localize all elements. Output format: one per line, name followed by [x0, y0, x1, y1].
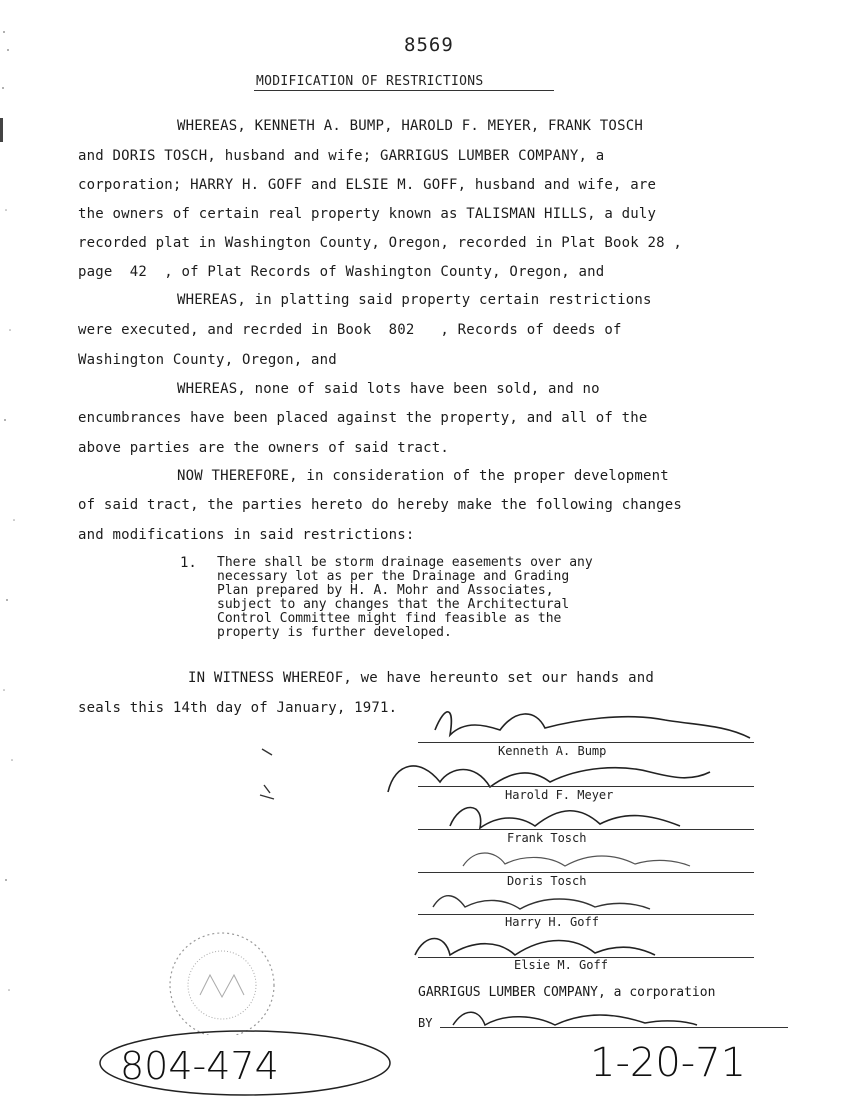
- document-title: MODIFICATION OF RESTRICTIONS: [256, 74, 484, 89]
- item-line: There shall be storm drainage easements over any: [217, 555, 593, 570]
- witness-line: seals this 14th day of January, 1971.: [78, 700, 398, 716]
- signatory-name: Doris Tosch: [507, 874, 587, 888]
- signature-line: [440, 1027, 788, 1028]
- body-line: WHEREAS, in platting said property certain restrictions: [177, 292, 652, 308]
- notary-seal: [140, 925, 305, 1035]
- title-underline: [254, 90, 554, 91]
- signature-line: [418, 829, 754, 830]
- scan-noise: [0, 0, 40, 1100]
- item-line: necessary lot as per the Drainage and Grading: [217, 569, 570, 584]
- body-line: above parties are the owners of said tract.: [78, 440, 450, 456]
- body-line: the owners of certain real property known as TALISMAN HILLS, a duly: [78, 206, 657, 222]
- signatory-name: Harold F. Meyer: [505, 788, 614, 802]
- recording-number: 804-474: [120, 1044, 279, 1088]
- item-line: subject to any changes that the Architectural: [217, 597, 570, 612]
- signatory-name: Kenneth A. Bump: [498, 744, 607, 758]
- margin-mark: [250, 745, 280, 805]
- signature-garrigus: [445, 1003, 705, 1033]
- recording-date: 1-20-71: [590, 1040, 747, 1086]
- body-line: page 42 , of Plat Records of Washington County, Oregon, and: [78, 264, 605, 280]
- signature-line: [418, 742, 754, 743]
- signature-line: [418, 872, 754, 873]
- body-line: NOW THEREFORE, in consideration of the proper development: [177, 468, 669, 484]
- corporation-line: GARRIGUS LUMBER COMPANY, a corporation: [418, 985, 716, 1000]
- body-line: recorded plat in Washington County, Oregon, recorded in Plat Book 28 ,: [78, 235, 683, 251]
- item-line: property is further developed.: [217, 625, 452, 640]
- signature-doris-tosch: [455, 840, 695, 876]
- signature-line: [418, 786, 754, 787]
- document-number: 8569: [404, 34, 454, 56]
- item-line: Plan prepared by H. A. Mohr and Associates,: [217, 583, 554, 598]
- signatory-name: Elsie M. Goff: [514, 958, 608, 972]
- signatory-name: Frank Tosch: [507, 831, 587, 845]
- by-label: BY: [418, 1016, 433, 1030]
- body-line: were executed, and recrded in Book 802 , Records of deeds of: [78, 322, 622, 338]
- body-line: WHEREAS, none of said lots have been sold, and no: [177, 381, 600, 397]
- body-line: Washington County, Oregon, and: [78, 352, 337, 368]
- body-line: of said tract, the parties hereto do hereby make the following changes: [78, 497, 683, 513]
- witness-line: IN WITNESS WHEREOF, we have hereunto set our hands and: [188, 670, 654, 686]
- body-line: corporation; HARRY H. GOFF and ELSIE M. GOFF, husband and wife, are: [78, 177, 657, 193]
- item-number: 1.: [180, 555, 197, 571]
- item-line: Control Committee might find feasible as the: [217, 611, 562, 626]
- signature-bump: [425, 700, 765, 748]
- body-line: encumbrances have been placed against the property, and all of the: [78, 410, 648, 426]
- signature-frank-tosch: [440, 796, 700, 836]
- body-line: WHEREAS, KENNETH A. BUMP, HAROLD F. MEYER, FRANK TOSCH: [177, 118, 643, 134]
- body-line: and DORIS TOSCH, husband and wife; GARRIGUS LUMBER COMPANY, a: [78, 148, 605, 164]
- body-line: and modifications in said restrictions:: [78, 527, 415, 543]
- signatory-name: Harry H. Goff: [505, 915, 599, 929]
